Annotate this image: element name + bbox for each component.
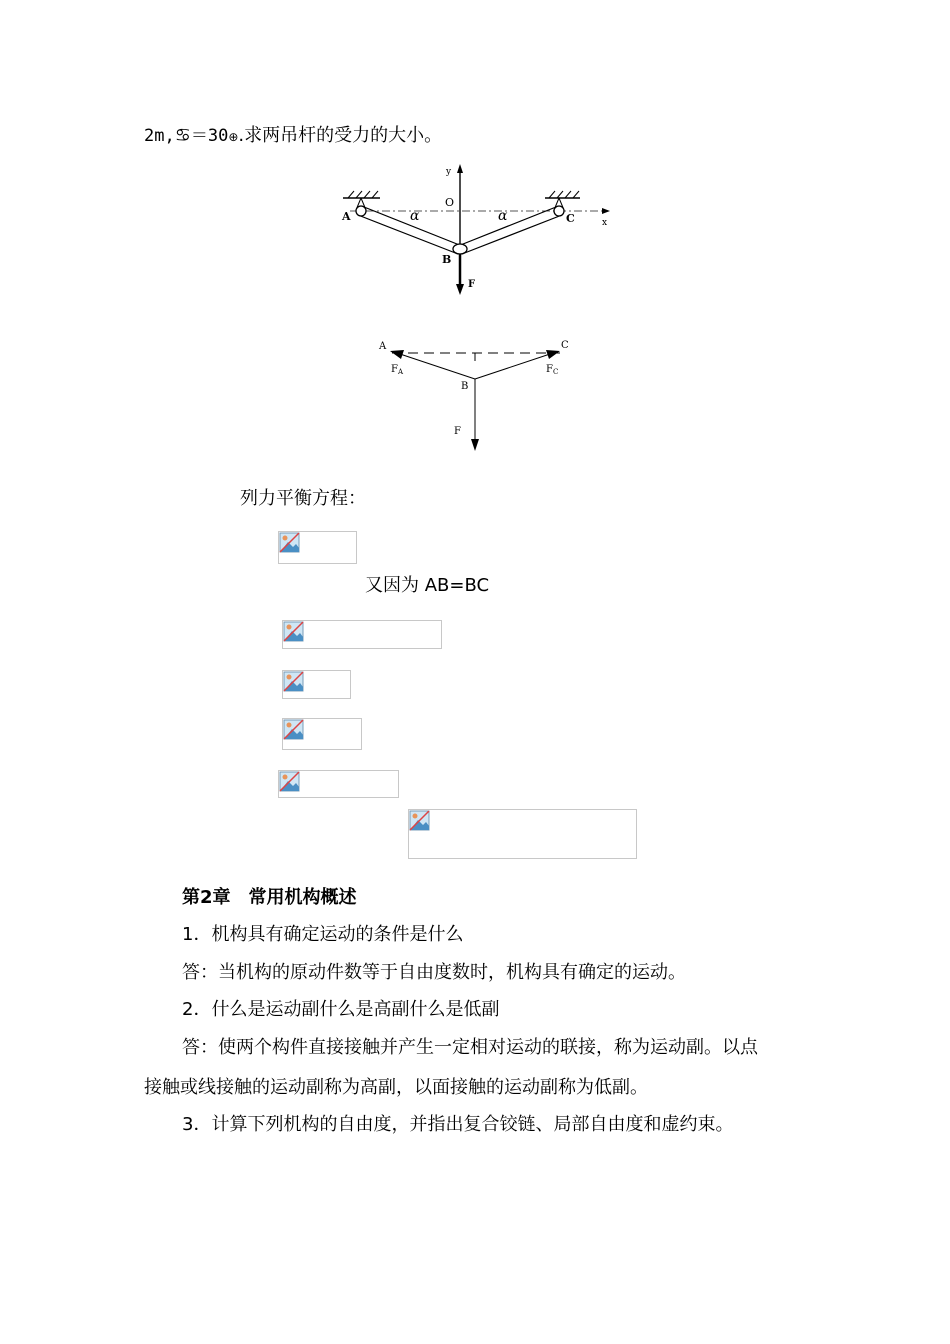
origin-label: O: [445, 196, 455, 209]
broken-image-icon: [279, 771, 301, 793]
broken-image-icon: [283, 621, 305, 643]
broken-image-equation-6: [408, 809, 637, 859]
force-f-label: F: [468, 279, 476, 290]
question-3: 3．计算下列机构的自由度，并指出复合铰链、局部自由度和虚约束。: [182, 1114, 734, 1135]
broken-image-icon: [279, 532, 301, 554]
degree-symbol: ⊕: [228, 130, 239, 144]
point-a-label: A: [342, 210, 351, 223]
point-c-label: C: [566, 212, 575, 225]
point-b-label: B: [461, 381, 469, 392]
broken-image-equation-3: [282, 670, 351, 699]
equilibrium-label: 列力平衡方程：: [240, 488, 366, 509]
broken-image-icon: [283, 719, 305, 741]
y-axis-label: y: [446, 167, 452, 177]
intro-eq: ＝30: [190, 126, 229, 146]
point-b-label: B: [442, 253, 452, 266]
force-diagram: [370, 335, 580, 455]
broken-image-equation-5: [278, 770, 399, 798]
answer-2-line-2: 接触或线接触的运动副称为高副，以面接触的运动副称为低副。: [144, 1077, 648, 1098]
x-axis-label: x: [602, 218, 608, 228]
broken-image-equation-4: [282, 718, 362, 750]
answer-1: 答：当机构的原动件数等于自由度数时，机构具有确定的运动。: [182, 962, 686, 983]
answer-2-line-1: 答：使两个构件直接接触并产生一定相对运动的联接，称为运动副。以点: [182, 1037, 758, 1058]
hanger-rods-diagram: [330, 160, 630, 300]
broken-image-equation-1: [278, 531, 357, 564]
force-fa-label: $F_A$: [391, 364, 404, 376]
broken-image-icon: [283, 671, 305, 693]
force-fc-label: $F_C$: [546, 364, 559, 376]
angle-alpha-left: α: [410, 208, 420, 224]
alpha-symbol: ♋: [174, 125, 191, 146]
broken-image-icon: [409, 810, 431, 832]
broken-image-equation-2: [282, 620, 442, 649]
because-text: 又因为 AB=BC: [365, 575, 490, 596]
force-f-label: F: [454, 426, 461, 437]
point-a-label: A: [379, 341, 387, 352]
question-2: 2．什么是运动副什么是高副什么是低副: [182, 999, 500, 1020]
intro-prefix: 2m,: [144, 126, 175, 146]
point-c-label: C: [561, 340, 569, 351]
angle-alpha-right: α: [498, 208, 508, 224]
intro-line: [144, 124, 442, 149]
intro-suffix: .求两吊杆的受力的大小。: [238, 125, 443, 146]
question-1: 1．机构具有确定运动的条件是什么: [182, 924, 464, 945]
chapter-title: 第2章 常用机构概述: [182, 887, 357, 908]
